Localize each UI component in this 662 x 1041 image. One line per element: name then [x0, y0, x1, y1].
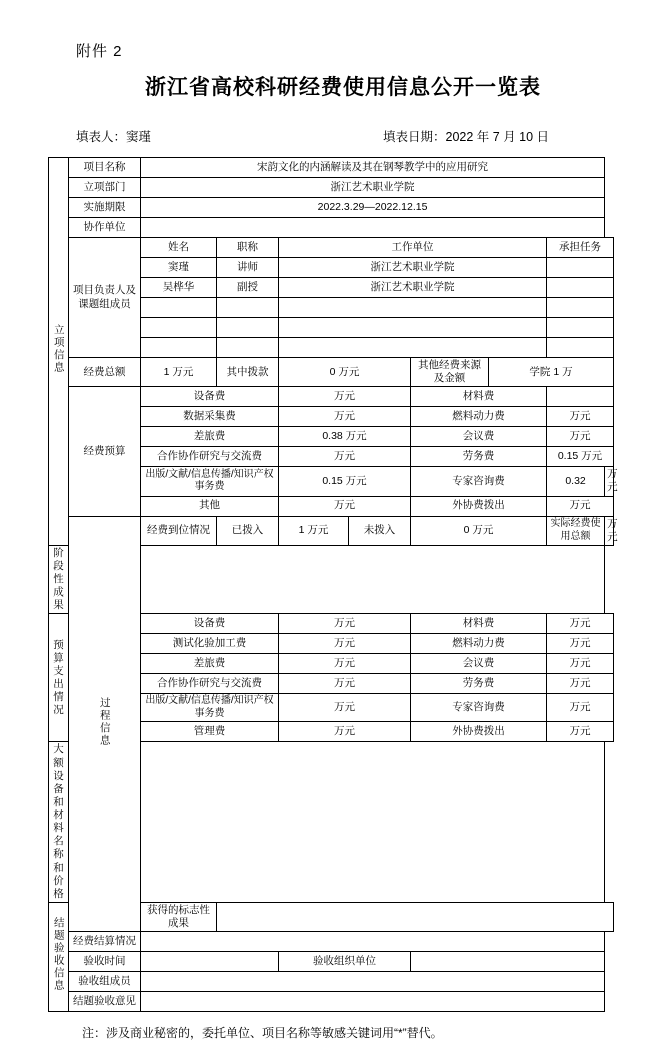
member-title: 副授	[217, 278, 279, 298]
accept-org-label: 验收组织单位	[279, 952, 411, 972]
members-header-title: 职称	[217, 238, 279, 258]
budget-label: 经费预算	[69, 387, 141, 516]
settlement-label: 经费结算情况	[69, 932, 141, 952]
member-title	[217, 338, 279, 358]
member-unit: 浙江艺术职业学院	[279, 278, 547, 298]
accept-opinion-label: 结题验收意见	[69, 992, 141, 1012]
expense-item-value: 万元	[279, 694, 411, 722]
budget-item-label: 设备费	[141, 387, 279, 407]
budget-item-label: 差旅费	[141, 427, 279, 447]
member-name: 吴桦华	[141, 278, 217, 298]
budget-item-label: 数据采集费	[141, 407, 279, 427]
table-row	[49, 218, 614, 238]
member-unit	[279, 318, 547, 338]
leader-label: 项目负责人及课题组成员	[69, 238, 141, 358]
project-name-value: 宋韵文化的内涵解读及其在钢琴教学中的应用研究	[141, 158, 605, 178]
table-row	[49, 358, 614, 387]
expense-item-label: 合作协作研究与交流费	[141, 674, 279, 694]
expense-item-value-2: 万元	[547, 634, 614, 654]
expense-item-value-2: 万元	[547, 694, 614, 722]
date-label: 填表日期：2022 年 7 月 10 日	[383, 130, 550, 144]
budget-item-value: 万元	[279, 496, 411, 516]
table-row	[49, 516, 614, 545]
stage-result-label: 阶段性成果	[49, 545, 69, 614]
expense-item-value-2: 万元	[547, 614, 614, 634]
fund-unallocated-label: 未拨入	[349, 516, 411, 545]
member-title: 讲师	[217, 258, 279, 278]
expense-item-label: 差旅费	[141, 654, 279, 674]
table-row	[49, 238, 614, 258]
meta-row	[76, 127, 614, 145]
accept-org-value	[411, 952, 605, 972]
other-source-label: 其他经费来源及金额	[411, 358, 489, 387]
member-name	[141, 298, 217, 318]
budget-item-label-2: 外协费拨出	[411, 496, 547, 516]
budget-item-value-2: 万元	[547, 407, 614, 427]
member-name	[141, 338, 217, 358]
member-title	[217, 298, 279, 318]
actual-total-label: 实际经费使用总额	[547, 516, 605, 545]
expense-item-label-2: 材料费	[411, 614, 547, 634]
landmark-value	[217, 902, 614, 931]
equipment-value	[141, 742, 605, 903]
expense-item-label-2: 会议费	[411, 654, 547, 674]
section-establish: 立项信息	[49, 158, 69, 546]
table-row	[49, 178, 614, 198]
total-fund-value: 1 万元	[141, 358, 217, 387]
budget-item-value-2: 0.15 万元	[547, 447, 614, 467]
accept-time-label: 验收时间	[69, 952, 141, 972]
cooperate-value	[141, 218, 605, 238]
approval-dept-value: 浙江艺术职业学院	[141, 178, 605, 198]
among-which-label: 其中拨款	[217, 358, 279, 387]
section-process: 过程信息	[69, 516, 141, 932]
budget-item-unit-2: 万元	[605, 467, 614, 496]
expense-item-label-2: 燃料动力费	[411, 634, 547, 654]
budget-item-value-2	[547, 387, 614, 407]
equipment-label: 大额设备和材料名称和价格	[49, 742, 69, 903]
budget-item-label-2: 专家咨询费	[411, 467, 547, 496]
expense-item-label-2: 专家咨询费	[411, 694, 547, 722]
budget-item-label: 合作协作研究与交流费	[141, 447, 279, 467]
budget-item-value: 万元	[279, 447, 411, 467]
expense-item-label: 管理费	[141, 722, 279, 742]
accept-members-label: 验收组成员	[69, 972, 141, 992]
settlement-value	[141, 932, 605, 952]
footer-note: 注：涉及商业秘密的，委托单位、项目名称等敏感关键词用“*”替代。	[82, 1026, 443, 1041]
member-title	[217, 318, 279, 338]
accept-opinion-value	[141, 992, 605, 1012]
member-unit: 浙江艺术职业学院	[279, 258, 547, 278]
expense-item-label-2: 外协费拨出	[411, 722, 547, 742]
accept-time-value	[141, 952, 279, 972]
expense-item-label: 出版/文献/信息传播/知识产权事务费	[141, 694, 279, 722]
expense-item-value: 万元	[279, 722, 411, 742]
attachment-label: 附件 2	[76, 43, 123, 60]
members-header-task: 承担任务	[547, 238, 614, 258]
budget-item-label: 出版/文献/信息传播/知识产权事务费	[141, 467, 279, 496]
section-conclusion: 结题验收信息	[49, 902, 69, 1011]
actual-total-value: 万元	[605, 516, 614, 545]
table-row	[49, 992, 614, 1012]
expense-item-value-2: 万元	[547, 722, 614, 742]
info-table	[48, 157, 618, 1012]
table-row	[49, 158, 614, 178]
project-name-label: 项目名称	[69, 158, 141, 178]
members-header-unit: 工作单位	[279, 238, 547, 258]
period-value: 2022.3.29—2022.12.15	[141, 198, 605, 218]
expense-item-label-2: 劳务费	[411, 674, 547, 694]
filler-label: 填表人：窦瑾	[76, 130, 152, 144]
approval-dept-label: 立项部门	[69, 178, 141, 198]
period-label: 实施期限	[69, 198, 141, 218]
stage-result-value	[141, 545, 605, 614]
table-row	[49, 952, 614, 972]
total-fund-label: 经费总额	[69, 358, 141, 387]
budget-item-value: 0.38 万元	[279, 427, 411, 447]
table-row	[49, 198, 614, 218]
table-row	[49, 932, 614, 952]
budget-item-value: 万元	[279, 407, 411, 427]
member-unit	[279, 298, 547, 318]
landmark-label: 获得的标志性成果	[141, 902, 217, 931]
other-source-value: 学院 1 万	[489, 358, 614, 387]
expense-item-value: 万元	[279, 654, 411, 674]
member-name: 窦瑾	[141, 258, 217, 278]
member-task	[547, 298, 614, 318]
budget-item-value: 万元	[279, 387, 411, 407]
meta-spacer	[151, 127, 383, 145]
table-row	[49, 387, 614, 407]
budget-item-label-2: 会议费	[411, 427, 547, 447]
member-name	[141, 318, 217, 338]
member-task	[547, 318, 614, 338]
fund-allocated-label: 已拨入	[217, 516, 279, 545]
member-task	[547, 338, 614, 358]
budget-item-label: 其他	[141, 496, 279, 516]
members-header-name: 姓名	[141, 238, 217, 258]
cooperate-label: 协作单位	[69, 218, 141, 238]
expense-item-value-2: 万元	[547, 674, 614, 694]
budget-item-value: 0.15 万元	[279, 467, 411, 496]
expense-item-label: 测试化验加工费	[141, 634, 279, 654]
expense-label: 预算支出情况	[49, 614, 69, 742]
accept-members-value	[141, 972, 605, 992]
page-title: 浙江省高校科研经费使用信息公开一览表	[145, 76, 541, 99]
budget-item-label-2: 劳务费	[411, 447, 547, 467]
budget-item-value-2: 0.32	[547, 467, 605, 496]
expense-item-value-2: 万元	[547, 654, 614, 674]
budget-item-value-2: 万元	[547, 427, 614, 447]
fund-arrival-label: 经费到位情况	[141, 516, 217, 545]
budget-item-value-2: 万元	[547, 496, 614, 516]
table-row	[49, 972, 614, 992]
expense-item-value: 万元	[279, 614, 411, 634]
expense-item-label: 设备费	[141, 614, 279, 634]
budget-item-label-2: 燃料动力费	[411, 407, 547, 427]
member-task	[547, 278, 614, 298]
budget-item-label-2: 材料费	[411, 387, 547, 407]
expense-item-value: 万元	[279, 674, 411, 694]
member-unit	[279, 338, 547, 358]
among-which-value: 0 万元	[279, 358, 411, 387]
expense-item-value: 万元	[279, 634, 411, 654]
fund-unallocated-value: 0 万元	[411, 516, 547, 545]
fund-allocated-value: 1 万元	[279, 516, 349, 545]
member-task	[547, 258, 614, 278]
